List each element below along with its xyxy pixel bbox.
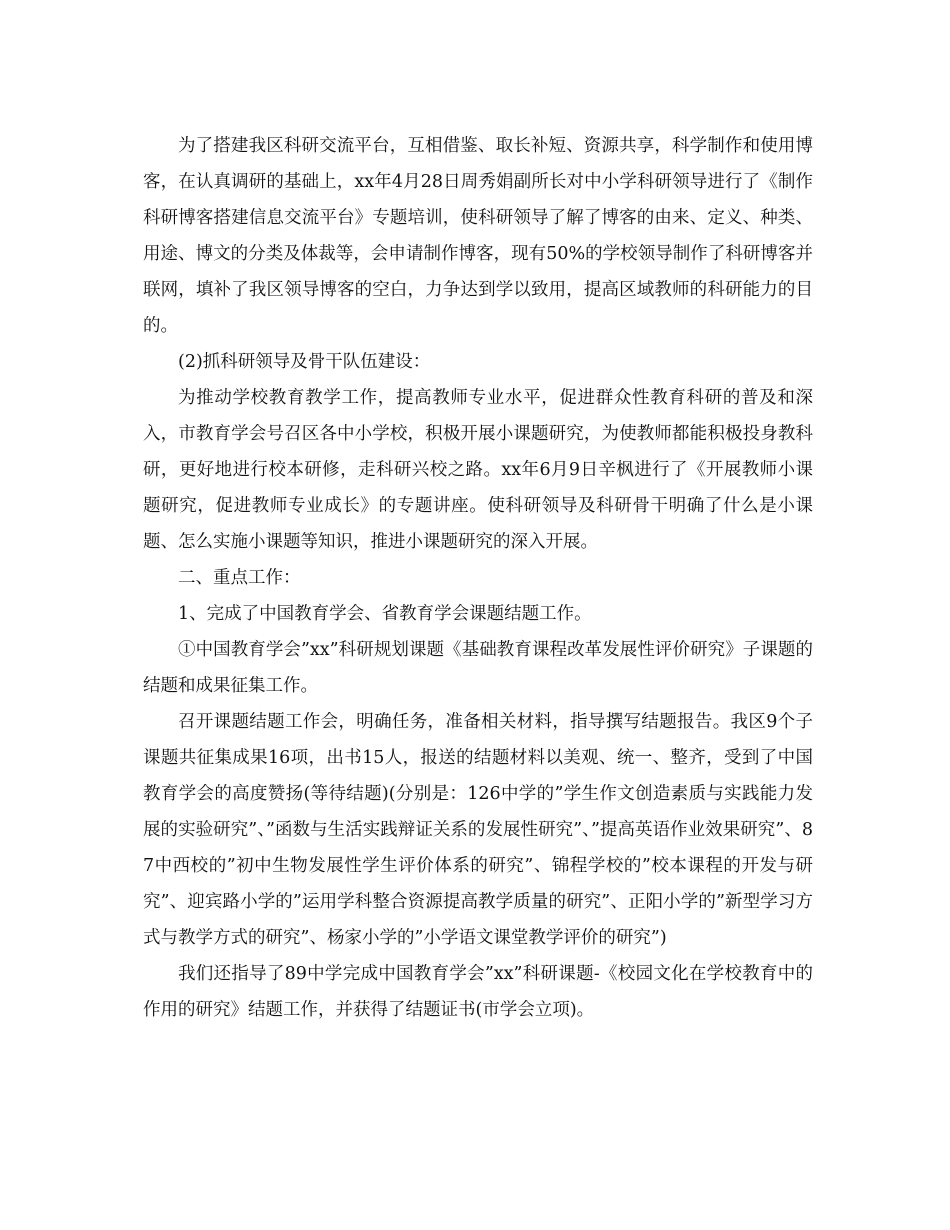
paragraph-section-team-building: (2)抓科研领导及骨干队伍建设：: [178, 352, 431, 372]
paragraph-subtopic-evaluation: ①中国教育学会”xx”科研规划课题《基础教育课程改革发展性评价研究》子课题的结题和成果征集工作。: [143, 640, 813, 696]
paragraph-heading-key-work: 二、重点工作：: [178, 568, 301, 588]
paragraph-blog-training: 为了搭建我区科研交流平台，互相借鉴、取长补短、资源共享，科学制作和使用博客，在认真调研的基础上，xx年4月28日周秀娟副所长对中小学科研领导进行了《制作科研博客搭建信息交流平台》专题培训，使科研领导了解了博客的由来、定义、种类、用途、博文的分类及体裁等，会申请制作博客，现有50%的学校领导制作了科研博客并联网，填补了我区领导博客的空白，力争达到学以致用，提高区域教师的科研能力的目的。: [143, 136, 813, 336]
paragraph-campus-culture: 我们还指导了89中学完成中国教育学会”xx”科研课题-《校园文化在学校教育中的作用的研究》结题工作，并获得了结题证书(市学会立项)。: [143, 964, 813, 1020]
paragraph-topic-conclusion: 1、完成了中国教育学会、省教育学会课题结题工作。: [178, 604, 592, 624]
document-body: [143, 128, 813, 1028]
paragraph-small-topic-research: 为推动学校教育教学工作，提高教师专业水平，促进群众性教育科研的普及和深入，市教育学会号召区各中小学校，积极开展小课题研究，为使教师都能积极投身教科研，更好地进行校本研修，走科研兴校之路。xx年6月9日辛枫进行了《开展教师小课题研究，促进教师专业成长》的专题讲座。使科研领导及科研骨干明确了什么是小课题、怎么实施小课题等知识，推进小课题研究的深入开展。: [143, 388, 813, 552]
paragraph-conclusion-meeting: 召开课题结题工作会，明确任务，准备相关材料，指导撰写结题报告。我区9个子课题共征集成果16项，出书15人，报送的结题材料以美观、统一、整齐，受到了中国教育学会的高度赞扬(等待结题)(分别是：126中学的”学生作文创造素质与实践能力发展的实验研究”、”函数与生活实践辩证关系的发展性研究”、”提高英语作业效果研究”、87中西校的”初中生物发展性学生评价体系的研究”、锦程学校的”校本课程的开发与研究”、迎宾路小学的”运用学科整合资源提高教学质量的研究”、正阳小学的”新型学习方式与教学方式的研究”、杨家小学的”小学语文课堂教学评价的研究”): [143, 712, 813, 948]
